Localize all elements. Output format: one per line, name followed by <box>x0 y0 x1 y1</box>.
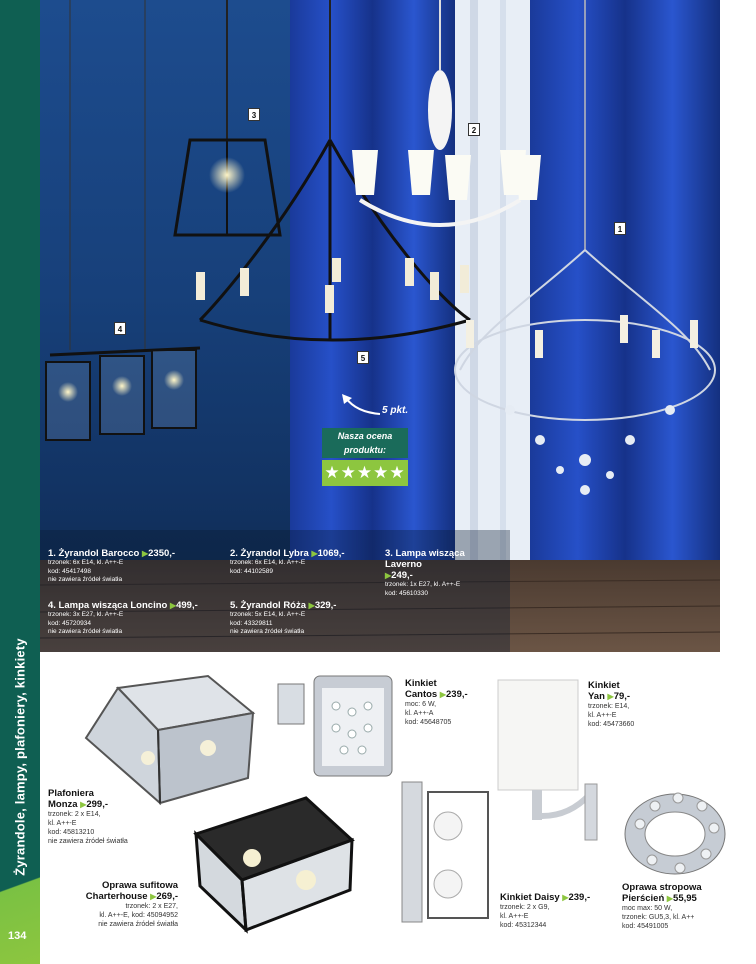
page-number: 134 <box>8 930 27 942</box>
product-spec: kod: 45491005 <box>622 923 669 930</box>
product-name: Cantos <box>405 689 438 700</box>
rating-arrow-icon <box>336 392 386 422</box>
caption-line: kod: 45417498 <box>48 567 92 575</box>
hero-caption-4 <box>48 600 238 637</box>
cantos-wall-lamp-image <box>274 672 404 782</box>
price-arrow-icon: ▶ <box>666 894 674 903</box>
badge-4: 4 <box>114 322 126 335</box>
caption-price: 1069,- <box>317 548 345 559</box>
badge-1: 1 <box>614 222 626 235</box>
product-spec: trzonek: GU5,3, kl. A++ <box>622 914 695 921</box>
sidebar-title <box>2 632 38 882</box>
pierscien-ceiling-lamp-image <box>620 784 730 884</box>
badge-3: 3 <box>248 108 260 121</box>
hero-caption-3 <box>385 548 505 598</box>
price-arrow-icon: ▶ <box>385 571 392 580</box>
product-name: Monza <box>48 799 78 810</box>
hero-scene <box>40 0 720 652</box>
caption-price: 329,- <box>314 600 337 611</box>
product-spec: moc max: 50 W, <box>622 905 673 912</box>
caption-cantos <box>405 678 495 727</box>
product-name: Plafoniera <box>48 788 94 799</box>
rating-stars: ★★★★★ <box>322 460 408 486</box>
caption-line: kod: 44102589 <box>230 567 274 575</box>
caption-daisy <box>500 892 618 930</box>
daisy-wall-lamp-image <box>398 778 498 928</box>
price-arrow-icon: ▶ <box>169 601 177 610</box>
caption-price: 499,- <box>176 600 198 611</box>
caption-line: nie zawiera źródeł światła <box>48 628 123 636</box>
hero-caption-1 <box>48 548 228 585</box>
product-spec: kod: 45813210 <box>48 829 95 836</box>
product-name: Charterhouse <box>85 891 148 902</box>
product-spec: kl. A++-E <box>500 913 529 920</box>
caption-pierscien <box>622 882 746 931</box>
product-spec: trzonek: 2 x G9, <box>500 904 550 911</box>
caption-line: trzonek: 3x E27, kl. A++-E <box>48 611 124 618</box>
caption-name: 3. Lampa wisząca Laverno <box>385 548 465 570</box>
price-arrow-icon: ▶ <box>308 601 315 610</box>
product-name: Oprawa sufitowa <box>101 880 178 891</box>
sidebar-title-text: Żyrandole, lampy, plafoniery, kinkiety <box>12 638 28 876</box>
hero-caption-5 <box>230 600 390 637</box>
charterhouse-ceiling-lamp-image <box>186 794 356 934</box>
price-arrow-icon: ▶ <box>311 549 318 558</box>
product-name: Kinkiet <box>588 680 620 691</box>
caption-line: trzonek: 6x E14, kl. A++-E <box>230 559 306 566</box>
caption-price: 249,- <box>391 570 413 581</box>
product-price: 55,95 <box>673 893 697 904</box>
caption-charterhouse <box>50 880 178 929</box>
caption-line: kod: 43329811 <box>230 619 273 627</box>
caption-line: trzonek: 1x E27, kl. A++-E <box>385 581 461 588</box>
product-spec: kl. A++-A <box>405 710 434 717</box>
product-spec: trzonek: 2 x E14, <box>48 811 101 818</box>
price-arrow-icon: ▶ <box>150 892 157 901</box>
price-arrow-icon: ▶ <box>439 690 446 699</box>
product-spec: trzonek: E14, <box>588 703 630 710</box>
price-arrow-icon: ▶ <box>141 549 149 558</box>
curtain-right <box>530 0 720 620</box>
product-name: Yan <box>588 691 605 702</box>
caption-line: kod: 45720934 <box>48 619 92 627</box>
caption-line: trzonek: 5x E14, kl. A++-E <box>230 611 306 618</box>
caption-price: 2350,- <box>148 548 176 559</box>
badge-2: 2 <box>468 123 480 136</box>
hero-caption-2 <box>230 548 380 576</box>
caption-line: nie zawiera źródeł światła <box>48 576 123 584</box>
caption-monza <box>48 788 178 846</box>
caption-name: 5. Żyrandol Róża <box>230 600 307 611</box>
product-spec: kl. A++-E <box>588 712 617 719</box>
product-price: 79,- <box>613 691 631 702</box>
product-name: Oprawa stropowa <box>622 882 702 893</box>
rating-label-line1: Nasza ocena <box>337 431 393 441</box>
rating-label-line2: produktu: <box>344 445 386 455</box>
product-price: 299,- <box>86 799 109 810</box>
price-arrow-icon: ▶ <box>562 893 569 902</box>
product-price: 239,- <box>568 892 591 903</box>
caption-line: nie zawiera źródeł światła <box>230 628 305 636</box>
caption-name: 1. Żyrandol Barocco <box>48 548 140 559</box>
caption-line: trzonek: 6x E14, kl. A++-E <box>48 559 124 566</box>
product-price: 269,- <box>156 891 178 902</box>
rating-points: 5 pkt. <box>382 405 409 416</box>
product-name: Kinkiet <box>405 678 437 689</box>
caption-name: 2. Żyrandol Lybra <box>230 548 309 559</box>
product-spec: nie zawiera źródeł światła <box>98 921 178 928</box>
product-spec: kod: 45648705 <box>405 719 452 726</box>
badge-5: 5 <box>357 351 369 364</box>
product-spec: kod: 45473660 <box>588 721 635 728</box>
product-spec: kl. A++-E <box>48 820 77 827</box>
product-spec: trzonek: 2 x E27, <box>125 903 178 910</box>
rating-label <box>322 428 408 458</box>
product-name: Pierścień <box>622 893 665 904</box>
product-spec: nie zawiera źródeł światła <box>48 838 128 845</box>
caption-name: 4. Lampa wisząca Loncino <box>48 600 168 611</box>
product-price: 239,- <box>446 689 468 700</box>
product-spec: kod: 45312344 <box>500 922 547 929</box>
product-name: Kinkiet Daisy <box>500 892 560 903</box>
price-arrow-icon: ▶ <box>80 800 87 809</box>
price-arrow-icon: ▶ <box>607 692 614 701</box>
product-spec: kl. A++-E, kod: 45094952 <box>99 912 178 919</box>
product-spec: moc: 6 W, <box>405 701 437 708</box>
caption-line: kod: 45610330 <box>385 589 429 597</box>
caption-yan <box>588 680 698 729</box>
